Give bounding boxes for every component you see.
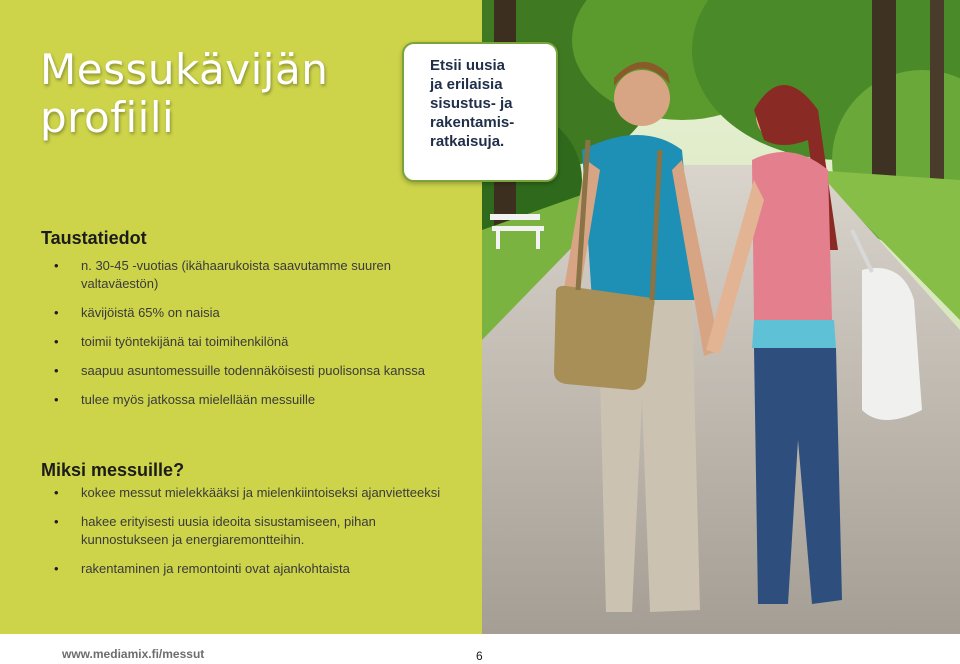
bullet-icon: • [54,485,59,500]
bullet-icon: • [54,392,59,407]
bullet-icon: • [54,514,59,529]
callout-box [402,42,558,182]
footer-url[interactable]: www.mediamix.fi/messut [62,647,205,661]
list-item: • kokee messut mielekkääksi ja mielenkiintoiseksi ajanvietteeksi [54,485,441,500]
list-item: • rakentaminen ja remontointi ovat ajankohtaista [54,561,350,576]
bullet-icon: • [54,363,59,378]
section-heading-background: Taustatiedot [41,228,147,248]
page-number: 6 [476,649,483,663]
list-item: • n. 30-45 -vuotias (ikähaarukoista saavutamme suuren valtaväestön) [54,258,391,291]
title-line-1: Messukävijän [40,45,329,94]
bullet-icon: • [54,334,59,349]
background-list [54,257,454,420]
bullet-icon: • [54,258,59,273]
section-heading-why: Miksi messuille? [41,460,185,480]
bullet-icon: • [54,561,59,576]
list-item: • kävijöistä 65% on naisia [54,305,220,320]
reasons-list [54,484,454,589]
callout-text: Etsii uusia ja erilaisia sisustus- ja rakentamis- ratkaisuja. [430,57,515,150]
page-title [40,46,328,142]
list-item: • toimii työntekijänä tai toimihenkilönä [54,334,289,349]
list-item: • hakee erityisesti uusia ideoita sisustamiseen, pihan kunnostukseen ja energiaremontteihin. [54,514,376,547]
list-item: • saapuu asuntomessuille todennäköisesti puolisonsa kanssa [54,363,425,378]
list-item: • tulee myös jatkossa mielellään messuille [54,392,316,407]
bullet-icon: • [54,305,59,320]
title-line-2: profiili [40,93,175,142]
